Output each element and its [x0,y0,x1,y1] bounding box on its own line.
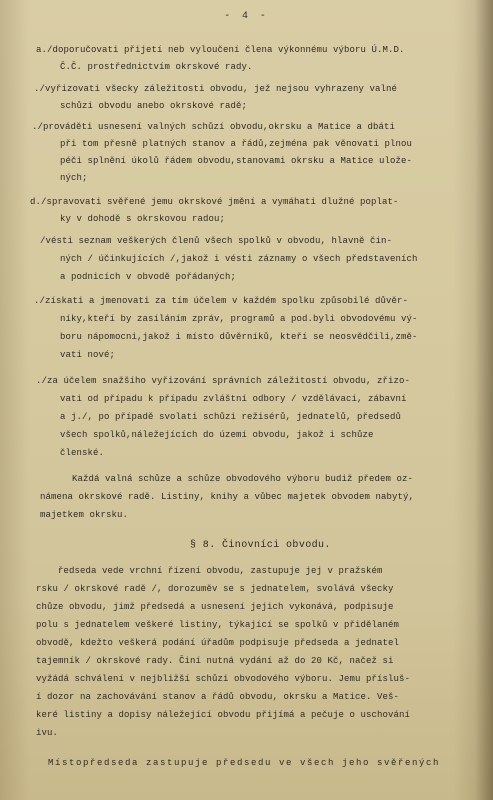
text-line: í dozor na zachovávání stanov a řádů obvodu, okrsku a Matice. Veš- [36,692,400,702]
page-number: - 4 - [224,10,269,21]
text-line: ných / účinkujících /,jakož i vésti záznamy o všech představeních [60,254,418,264]
text-line: při tom přesně platných stanov a řádů,zejména pak věnovati plnou [60,139,413,149]
text-line: vati nové; [60,350,116,360]
text-line: polu s jednatelem veškeré listiny, týkající se spolků v přidělaném [36,620,400,630]
text-line: ných; [60,173,88,183]
text-line: ředseda vede vrchní řízení obvodu, zastupuje jej v pražském [58,566,383,576]
text-line: níky,kteří by zasíláním zpráv, programů a pod.byli obvodovému vý- [60,314,418,324]
text-line: obvodě, kdežto veškerá podání úřadům podpisuje předseda a jednatel [36,638,400,648]
text-line: Místopředseda zastupuje předsedu ve všech jeho svěřených [48,758,441,768]
text-line: boru nápomocni,jakož i místo důvěrníků, kteří se neosvědčili,změ- [60,332,418,342]
text-line: chůze obvodu, jimž předsedá a usnesení jejich vykonává, podpisuje [36,602,394,612]
text-line: vyžádá schválení v nejbližší schůzi obvodového výboru. Jemu přísluš- [36,674,411,684]
text-line: d./spravovati svěřené jemu okrskové jmění a vymáhati dlužné poplat- [30,197,399,207]
text-line: ./získati a jmenovati za tím účelem v každém spolku způsobilé důvěr- [34,296,409,306]
text-line: Každá valná schůze a schůze obvodového výboru budiž předem oz- [72,474,414,484]
section-heading: § 8. Činovníci obvodu. [190,540,331,551]
text-line: ./prováděti usnesení valných schůzí obvodu,okrsku a Matice a dbáti [32,122,396,132]
text-line: tajemník / okrskové rady. Činí nutná vydání až do 20 Kč, načež si [36,656,394,666]
text-line: námena okrskové radě. Listiny, knihy a vůbec majetek obvodem nabytý, [40,492,415,502]
text-line: schůzi obvodu anebo okrskové radě; [60,101,248,111]
text-line: /vésti seznam veškerých členů všech spolků v obvodu, hlavně čin- [40,236,393,246]
text-line: ivu. [36,728,59,738]
text-line: Č.Č. prostřednictvím okrskové rady. [60,62,253,72]
text-line: majetkem okrsku. [40,510,129,520]
text-line: péči splnění úkolů řádem obvodu,stanovami okrsku a Matice ulože- [60,156,413,166]
text-line: všech spolků,náležejících do území obvodu, jakož i schůze [60,430,374,440]
text-line: keré listiny a dopisy náležející obvodu přijímá a pečuje o uschování [36,710,411,720]
text-line: a./doporučovati přijetí neb vyloučení člena výkonnému výboru Ú.M.D. [36,45,405,55]
text-line: a j./, po případě svolati schůzi režisérů, jednatelů, předsedů [60,412,402,422]
text-line: ./za účelem snažšího vyřizování správních záležitostí obvodu, zřizo- [36,376,411,386]
text-line: a podnicích v obvodě pořádaných; [60,272,237,282]
text-line: ./vyřizovati všecky záležitosti obvodu, jež nejsou vyhrazeny valné [34,84,398,94]
text-line: ky v dohodě s okrskovou radou; [60,214,226,224]
text-line: vati od případu k případu zvláštní odbory / vzdělávací, zábavní [60,394,407,404]
text-line: členské. [60,448,105,458]
text-line: rsku / okrskové radě /, dorozuměv se s jednatelem, svolává všecky [36,584,394,594]
